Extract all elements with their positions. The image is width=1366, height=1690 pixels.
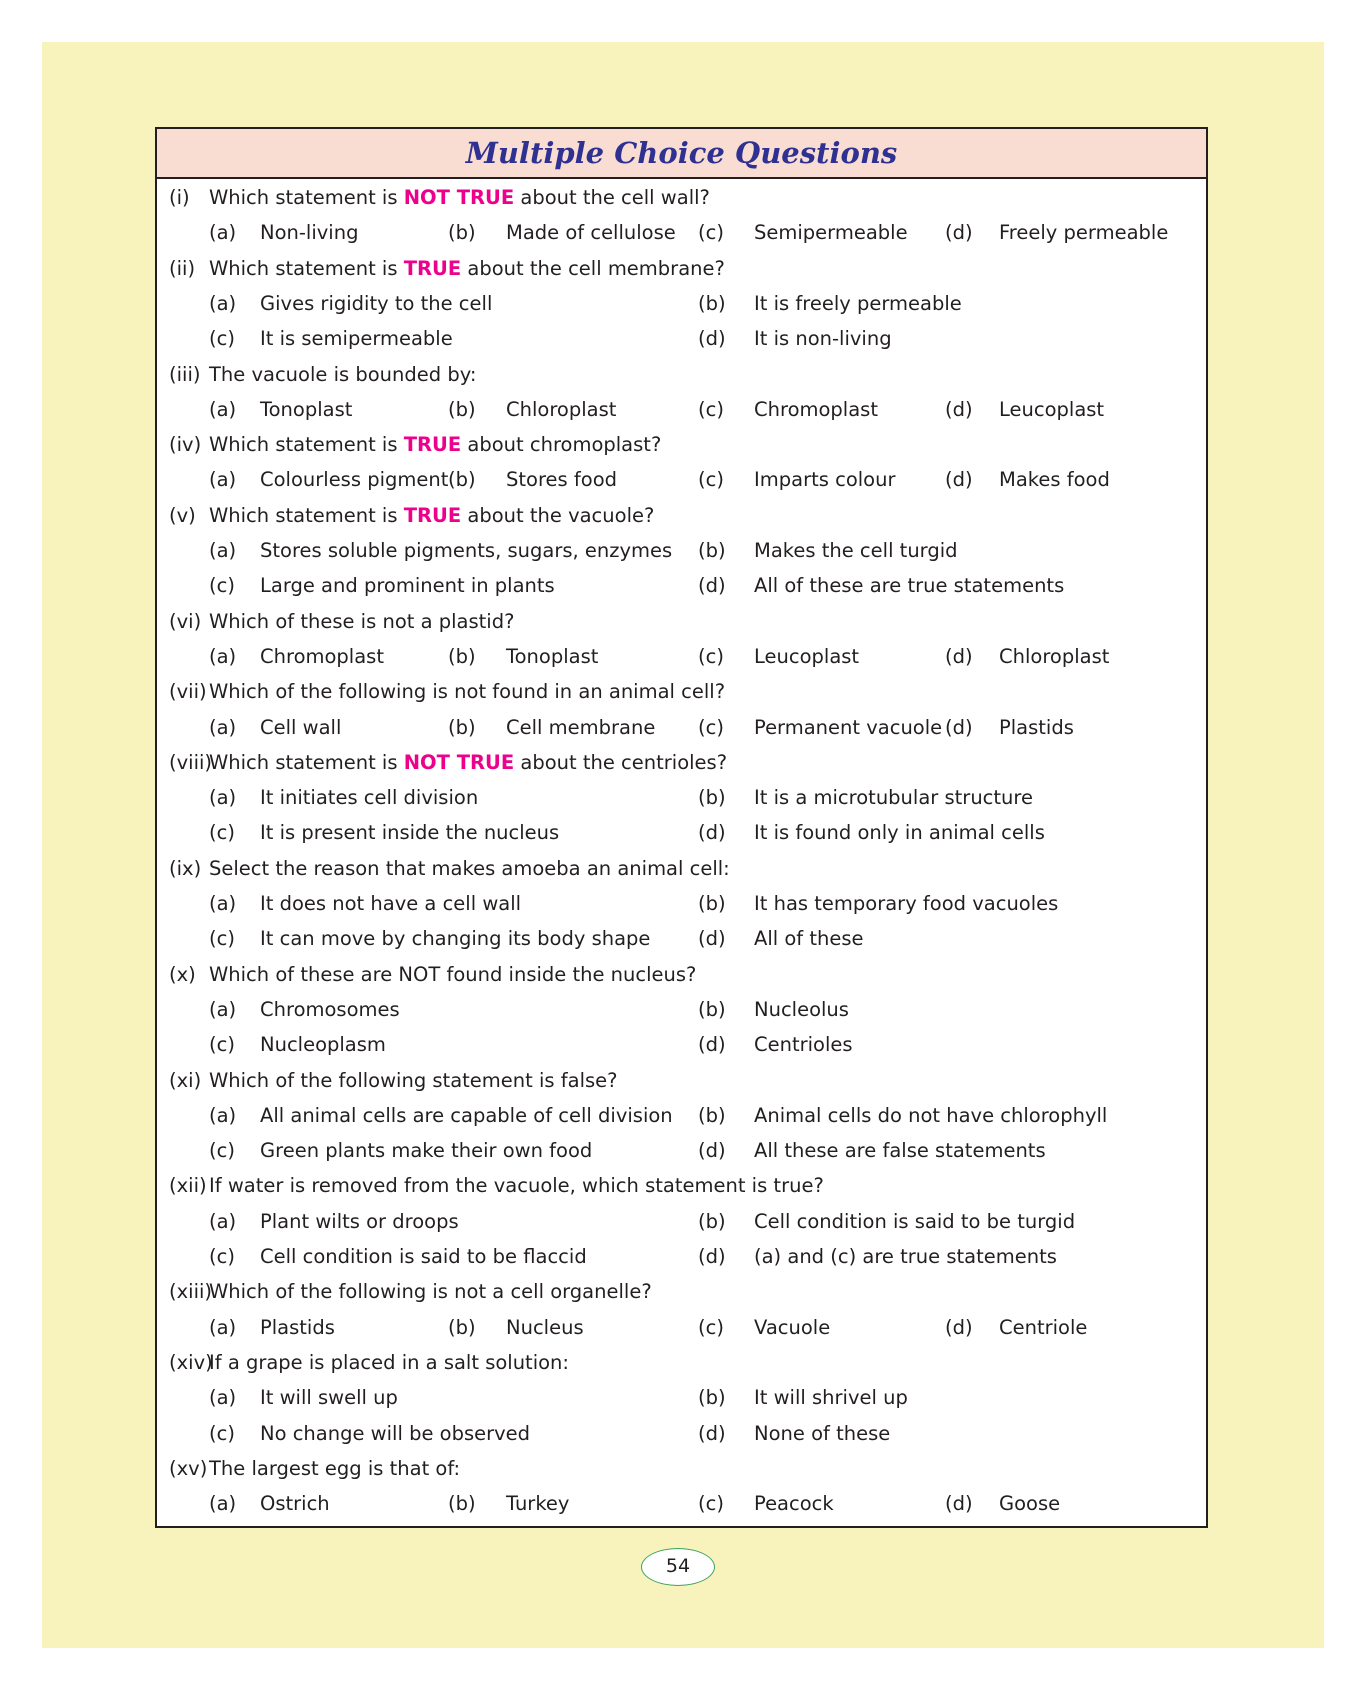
question-number: (v) — [169, 503, 196, 527]
option-text: All animal cells are capable of cell division — [260, 1103, 673, 1127]
option-text: Makes the cell turgid — [754, 539, 958, 562]
option-text: Nucleus — [506, 1315, 584, 1339]
question-line — [157, 676, 1206, 708]
text-segment: Which of the following statement is false? — [209, 1068, 618, 1092]
question-text — [209, 853, 730, 885]
question-number: (xiii) — [169, 1280, 213, 1304]
emphasis-text: TRUE — [403, 256, 462, 280]
option-label: (a) — [209, 291, 237, 315]
option-text: All of these are true statements — [754, 574, 1065, 598]
option-text: Large and prominent in plants — [260, 574, 555, 598]
options-row — [157, 1241, 1206, 1273]
option-label: (b) — [448, 1492, 476, 1516]
option-label: (d) — [945, 644, 973, 668]
option-text: Vacuole — [754, 1315, 831, 1339]
option-label: (b) — [698, 786, 726, 810]
option-label: (c) — [209, 1245, 235, 1268]
options-row — [157, 994, 1206, 1026]
option-label: (a) — [209, 1386, 237, 1410]
text-segment: about the cell wall? — [514, 186, 710, 209]
question-line — [157, 1065, 1206, 1097]
question-text — [209, 1347, 569, 1379]
question-number: (ii) — [169, 256, 196, 280]
question-line — [157, 959, 1206, 991]
option-text: Chromoplast — [260, 644, 384, 668]
option-label: (d) — [698, 927, 726, 951]
option-label: (d) — [945, 1315, 973, 1339]
option-label: (b) — [448, 1315, 476, 1339]
question-line — [157, 500, 1206, 532]
option-text: Makes food — [999, 468, 1110, 492]
question-number: (viii) — [169, 750, 213, 774]
options-row — [157, 1382, 1206, 1414]
option-text: It does not have a cell wall — [260, 892, 522, 915]
option-text: Nucleolus — [754, 997, 849, 1021]
option-text: Chromosomes — [260, 997, 400, 1021]
options-row — [157, 1135, 1206, 1167]
text-segment: The vacuole is bounded by: — [209, 362, 477, 386]
option-label: (c) — [209, 1033, 235, 1057]
question-text — [209, 429, 661, 461]
option-label: (d) — [698, 574, 726, 598]
emphasis-text: NOT TRUE — [403, 186, 515, 209]
options-row — [157, 217, 1206, 249]
option-label: (d) — [698, 1421, 726, 1445]
option-text: All of these — [754, 927, 864, 951]
option-label: (c) — [698, 397, 724, 421]
option-label: (b) — [448, 644, 476, 668]
question-text — [209, 359, 476, 391]
question-text — [209, 500, 654, 532]
option-text: It can move by changing its body shape — [260, 927, 651, 951]
option-label: (c) — [698, 221, 724, 245]
option-label: (a) — [209, 892, 237, 915]
text-segment: Which statement is — [209, 750, 404, 774]
question-line — [157, 606, 1206, 638]
option-text: Freely permeable — [999, 221, 1169, 245]
question-number: (xi) — [169, 1068, 202, 1092]
option-text: Non-living — [260, 221, 359, 245]
question-number: (xii) — [169, 1174, 207, 1198]
option-text: Tonoplast — [506, 644, 599, 668]
option-label: (b) — [448, 221, 476, 245]
options-row — [157, 570, 1206, 602]
text-segment: Select the reason that makes amoeba an animal cell: — [209, 856, 730, 880]
question-line — [157, 359, 1206, 391]
option-text: Centrioles — [754, 1033, 853, 1057]
page-number: 54 — [641, 1548, 715, 1586]
option-label: (d) — [945, 715, 973, 739]
question-text — [209, 676, 725, 708]
option-text: Made of cellulose — [506, 221, 676, 245]
options-row — [157, 288, 1206, 320]
option-label: (d) — [945, 221, 973, 245]
question-text — [209, 606, 514, 638]
text-segment: If water is removed from the vacuole, which statement is true? — [209, 1174, 824, 1198]
option-text: Tonoplast — [260, 397, 353, 421]
question-line — [157, 1453, 1206, 1485]
question-text — [209, 1453, 460, 1485]
option-label: (c) — [209, 1139, 235, 1163]
option-text: Goose — [999, 1492, 1061, 1516]
option-text: Stores soluble pigments, sugars, enzymes — [260, 539, 673, 562]
option-label: (a) — [209, 539, 237, 562]
option-text: Chloroplast — [999, 644, 1110, 668]
option-text: It has temporary food vacuoles — [754, 892, 1059, 915]
option-text: Green plants make their own food — [260, 1139, 593, 1163]
option-label: (d) — [698, 1139, 726, 1163]
emphasis-text: TRUE — [403, 433, 462, 457]
question-line — [157, 429, 1206, 461]
option-text: It is semipermeable — [260, 327, 453, 351]
question-text — [209, 253, 725, 285]
text-segment: Which statement is — [209, 433, 404, 457]
question-number: (ix) — [169, 856, 202, 880]
question-text — [209, 182, 710, 214]
option-text: (a) and (c) are true statements — [754, 1245, 1057, 1268]
options-row — [157, 712, 1206, 744]
option-text: Imparts colour — [754, 468, 896, 492]
section-title: Multiple Choice Questions — [465, 136, 898, 170]
option-text: Nucleoplasm — [260, 1033, 386, 1057]
options-row — [157, 817, 1206, 849]
option-text: No change will be observed — [260, 1421, 531, 1445]
option-label: (a) — [209, 715, 237, 739]
text-segment: Which statement is — [209, 186, 404, 209]
option-label: (a) — [209, 644, 237, 668]
text-segment: about chromoplast? — [461, 433, 662, 457]
text-segment: Which statement is — [209, 256, 404, 280]
option-text: Gives rigidity to the cell — [260, 291, 493, 315]
option-label: (d) — [945, 397, 973, 421]
option-label: (c) — [209, 327, 235, 351]
option-text: Turkey — [506, 1492, 570, 1516]
option-text: None of these — [754, 1421, 891, 1445]
option-text: Cell condition is said to be flaccid — [260, 1245, 587, 1268]
option-label: (d) — [698, 327, 726, 351]
text-segment: If a grape is placed in a salt solution: — [209, 1350, 569, 1374]
question-number: (xiv) — [169, 1350, 213, 1374]
text-segment: about the centrioles? — [514, 750, 728, 774]
options-row — [157, 1206, 1206, 1238]
options-row — [157, 1100, 1206, 1132]
option-text: Leucoplast — [999, 397, 1105, 421]
option-label: (d) — [698, 1033, 726, 1057]
option-text: Permanent vacuole — [754, 715, 943, 739]
option-text: Plant wilts or droops — [260, 1209, 459, 1233]
question-number: (vi) — [169, 609, 202, 633]
option-text: Plastids — [999, 715, 1074, 739]
title-bar — [157, 129, 1206, 179]
question-number: (iii) — [169, 362, 201, 386]
option-text: It is non-living — [754, 327, 892, 351]
option-label: (b) — [448, 715, 476, 739]
option-label: (c) — [698, 715, 724, 739]
option-text: Chloroplast — [506, 397, 617, 421]
option-label: (a) — [209, 1492, 237, 1516]
option-label: (c) — [698, 1492, 724, 1516]
options-row — [157, 1029, 1206, 1061]
option-text: It is present inside the nucleus — [260, 821, 560, 845]
question-line — [157, 253, 1206, 285]
option-label: (c) — [209, 1421, 235, 1445]
text-segment: Which of these is not a plastid? — [209, 609, 515, 633]
text-segment: Which of these are NOT found inside the nucleus? — [209, 962, 697, 986]
options-row — [157, 323, 1206, 355]
question-text — [209, 1065, 618, 1097]
question-line — [157, 1276, 1206, 1308]
question-line — [157, 853, 1206, 885]
option-label: (c) — [209, 927, 235, 951]
option-text: Peacock — [754, 1492, 834, 1516]
option-label: (a) — [209, 397, 237, 421]
option-text: Leucoplast — [754, 644, 860, 668]
option-text: It will shrivel up — [754, 1386, 908, 1410]
question-text — [209, 1276, 652, 1308]
option-label: (a) — [209, 221, 237, 245]
question-number: (xv) — [169, 1456, 208, 1480]
option-text: Cell membrane — [506, 715, 656, 739]
option-label: (c) — [209, 574, 235, 598]
text-segment: The largest egg is that of: — [209, 1456, 461, 1480]
options-row — [157, 464, 1206, 496]
option-text: Cell wall — [260, 715, 342, 739]
option-text: It is found only in animal cells — [754, 821, 1045, 845]
option-text: Chromoplast — [754, 397, 878, 421]
option-text: Centriole — [999, 1315, 1088, 1339]
option-label: (c) — [209, 821, 235, 845]
text-segment: Which of the following is not a cell organelle? — [209, 1280, 652, 1304]
options-row — [157, 394, 1206, 426]
option-text: Plastids — [260, 1315, 335, 1339]
option-label: (d) — [945, 468, 973, 492]
options-row — [157, 1418, 1206, 1450]
option-label: (c) — [698, 644, 724, 668]
option-label: (d) — [698, 1245, 726, 1268]
option-text: It will swell up — [260, 1386, 398, 1410]
options-row — [157, 888, 1206, 920]
option-label: (a) — [209, 1209, 237, 1233]
text-segment: Which of the following is not found in an animal cell? — [209, 680, 726, 704]
question-text — [209, 747, 727, 779]
question-text — [209, 1170, 824, 1202]
options-row — [157, 923, 1206, 955]
option-label: (b) — [698, 1209, 726, 1233]
option-label: (a) — [209, 1103, 237, 1127]
question-number: (x) — [169, 962, 196, 986]
option-label: (b) — [698, 539, 726, 562]
option-label: (d) — [945, 1492, 973, 1516]
option-text: Semipermeable — [754, 221, 908, 245]
option-label: (c) — [698, 1315, 724, 1339]
option-label: (a) — [209, 997, 237, 1021]
options-row — [157, 1488, 1206, 1520]
option-label: (b) — [448, 468, 476, 492]
option-label: (d) — [698, 821, 726, 845]
option-label: (b) — [698, 291, 726, 315]
question-text — [209, 959, 696, 991]
question-line — [157, 182, 1206, 214]
option-text: Stores food — [506, 468, 618, 492]
emphasis-text: NOT TRUE — [403, 750, 515, 774]
text-segment: Which statement is — [209, 503, 404, 527]
question-number: (i) — [169, 186, 190, 209]
option-label: (b) — [448, 397, 476, 421]
option-text: Ostrich — [260, 1492, 330, 1516]
option-label: (b) — [698, 892, 726, 915]
question-line — [157, 1170, 1206, 1202]
options-row — [157, 641, 1206, 673]
option-label: (a) — [209, 468, 237, 492]
option-text: It is freely permeable — [754, 291, 962, 315]
question-number: (vii) — [169, 680, 207, 704]
options-row — [157, 782, 1206, 814]
option-text: Colourless pigment — [260, 468, 449, 492]
option-label: (c) — [698, 468, 724, 492]
option-label: (b) — [698, 1386, 726, 1410]
emphasis-text: TRUE — [403, 503, 462, 527]
options-row — [157, 535, 1206, 567]
question-line — [157, 747, 1206, 779]
text-segment: about the vacuole? — [461, 503, 655, 527]
options-row — [157, 1312, 1206, 1344]
option-label: (b) — [698, 997, 726, 1021]
option-label: (a) — [209, 786, 237, 810]
question-number: (iv) — [169, 433, 202, 457]
option-label: (b) — [698, 1103, 726, 1127]
text-segment: about the cell membrane? — [461, 256, 725, 280]
question-line — [157, 1347, 1206, 1379]
option-text: Animal cells do not have chlorophyll — [754, 1103, 1108, 1127]
option-text: It is a microtubular structure — [754, 786, 1033, 810]
mcq-box — [155, 127, 1208, 1528]
option-text: Cell condition is said to be turgid — [754, 1209, 1076, 1233]
option-text: All these are false statements — [754, 1139, 1046, 1163]
option-text: It initiates cell division — [260, 786, 479, 810]
option-label: (a) — [209, 1315, 237, 1339]
